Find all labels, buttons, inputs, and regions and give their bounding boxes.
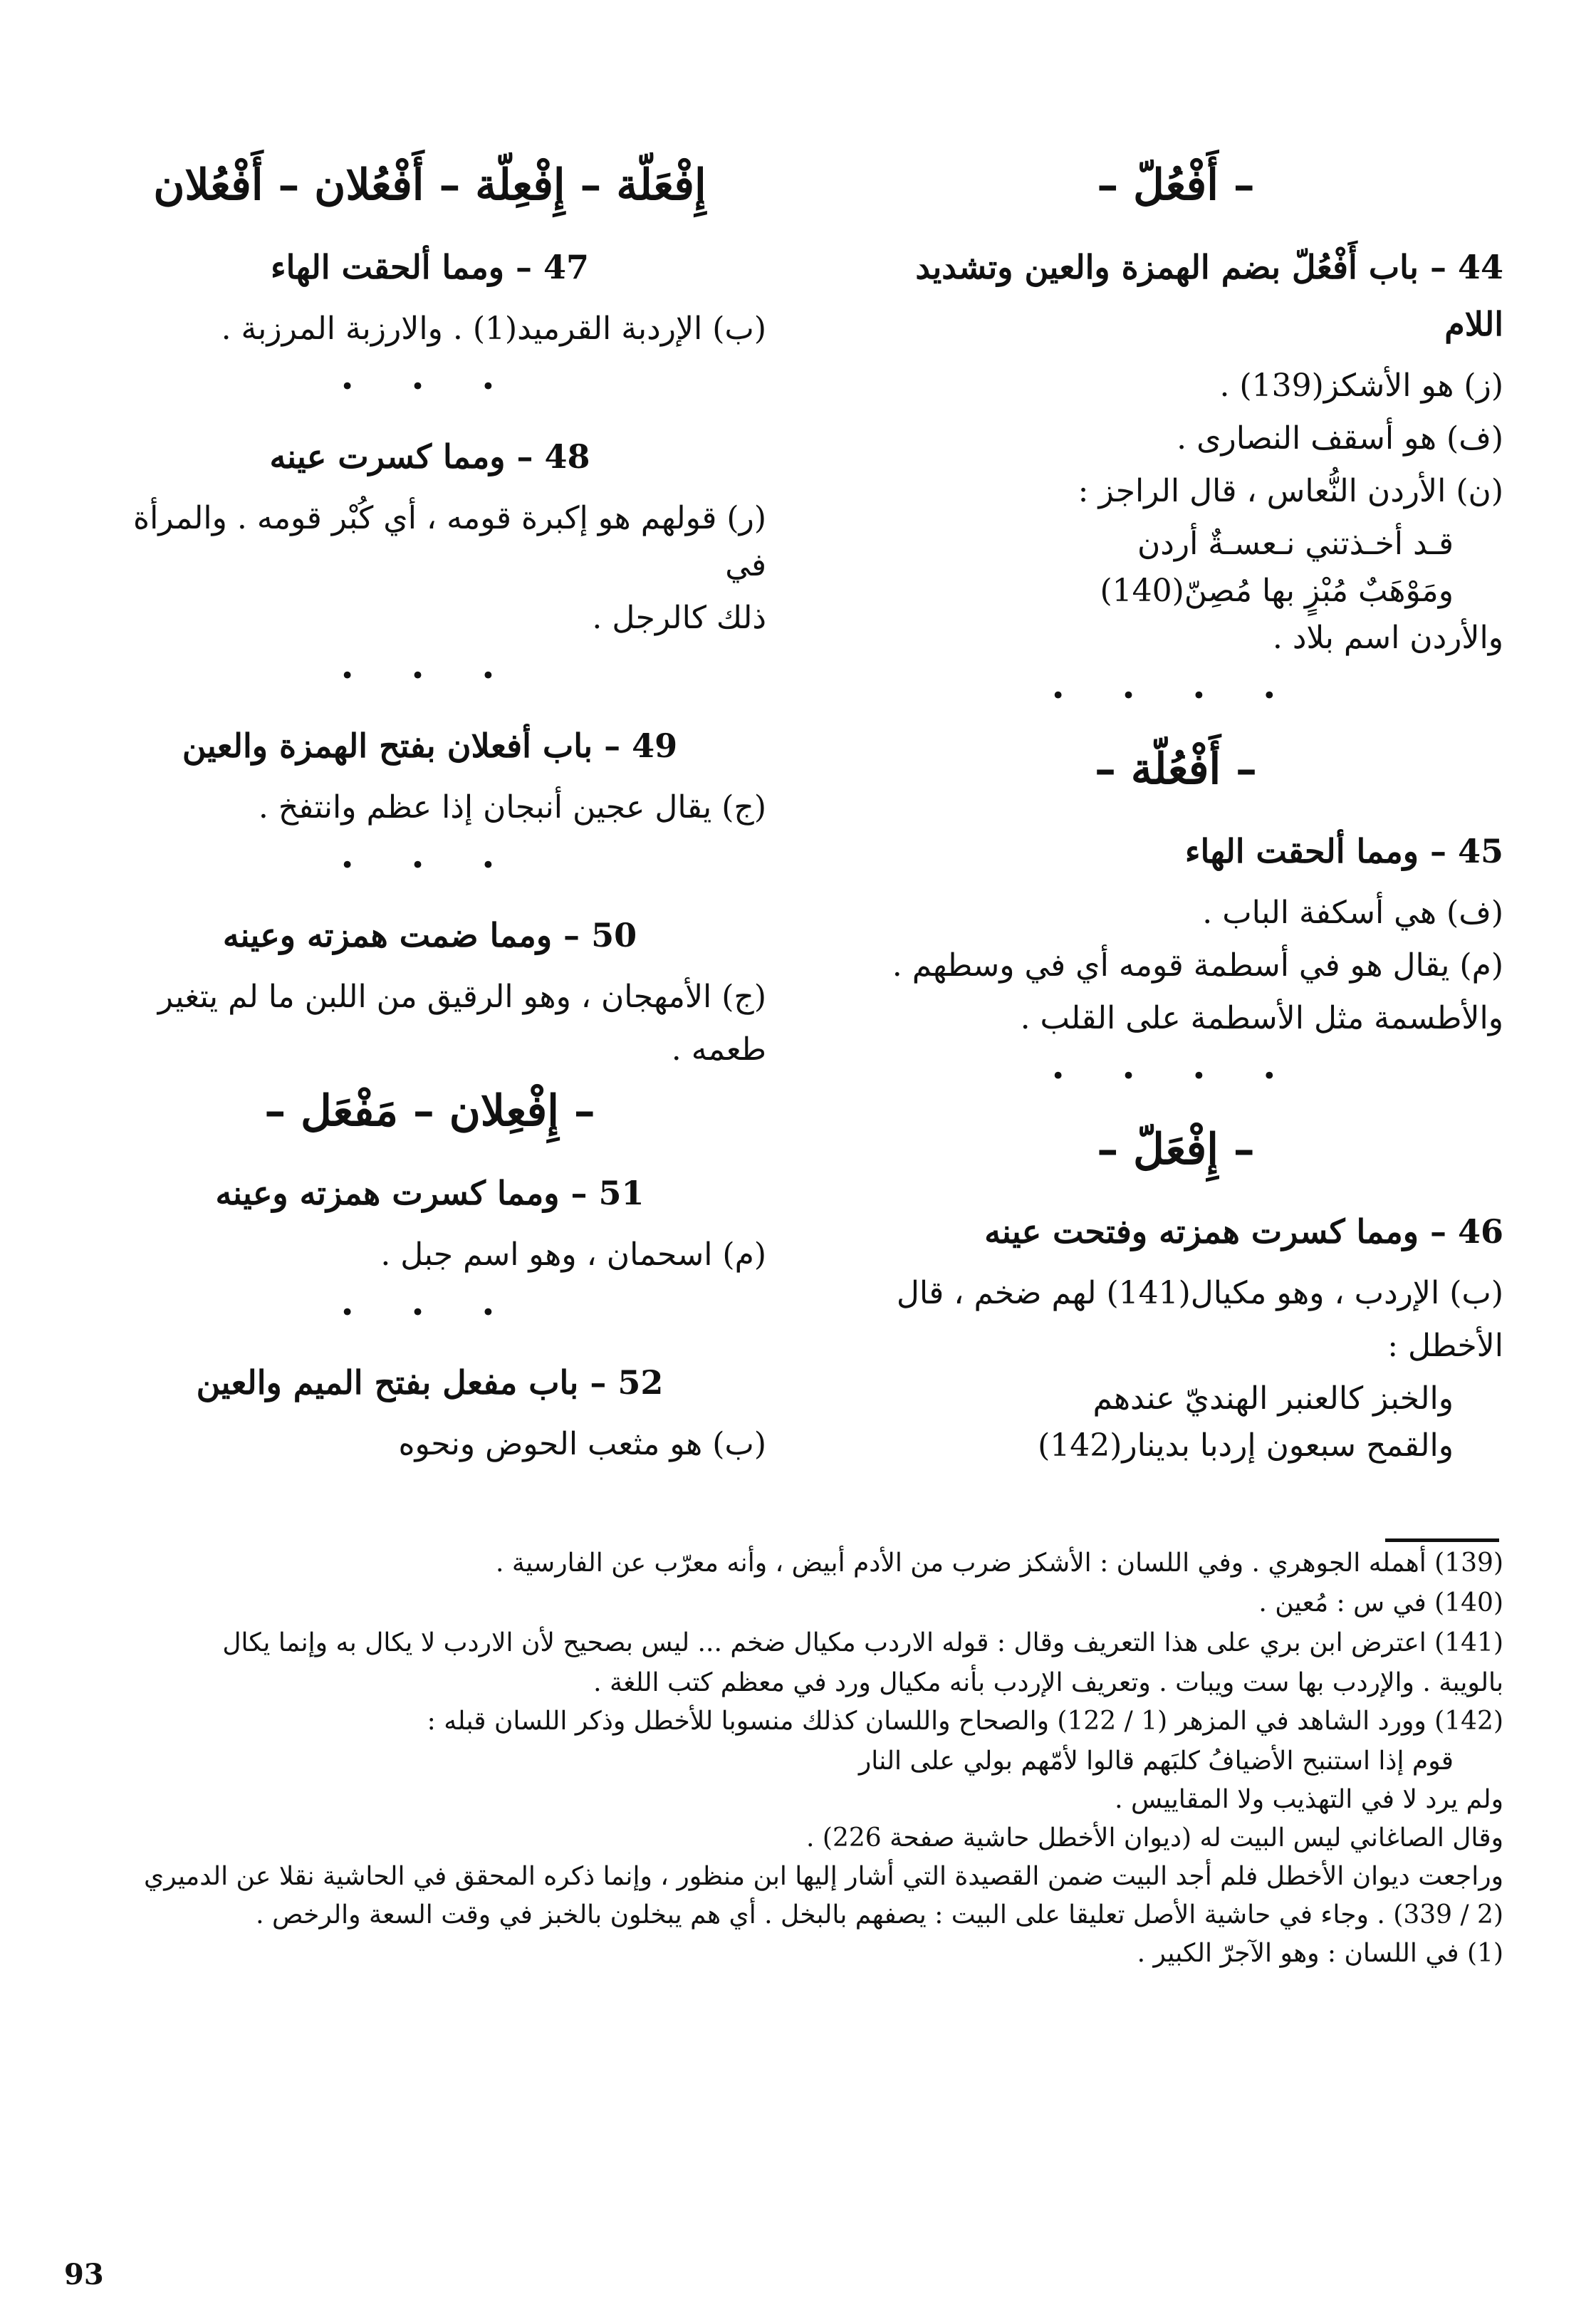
page-number: 93 <box>64 2258 104 2291</box>
entry-line: (ن) الأردن النُّعاس ، قال الراجز : <box>1078 473 1503 509</box>
entry-line: (ب) الإردبة القرميد(1) . والارزبة المرزبة . <box>221 311 766 347</box>
entry-heading: 50 – ومما ضمت همزته وعينه <box>222 916 637 954</box>
separator-stars: • • • <box>340 373 520 401</box>
footnote-verse: قوم إذا استنبح الأضيافُ كلبَهم قالوا لأمّهم بولي على النار <box>858 1746 1454 1776</box>
entry-line: طعمه . <box>671 1031 766 1068</box>
section-heading: – إِفْعَلّ – <box>1097 1125 1255 1175</box>
footnote: (140) في س : مُعين . <box>1258 1588 1503 1618</box>
section-heading: – إِفْعِلان – مَفْعَل – <box>264 1086 595 1136</box>
entry-heading: 46 – ومما كسرت همزته وفتحت عينه <box>984 1212 1503 1251</box>
separator-stars: • • • • <box>1050 682 1301 710</box>
entry-line: (ج) يقال عجين أنبجان إذا عظم وانتفخ . <box>258 789 766 826</box>
entry-heading: 51 – ومما كسرت همزته وعينه <box>215 1174 645 1212</box>
entry-heading: 45 – ومما ألحقت الهاء <box>1184 832 1503 870</box>
entry-line: (ز) هو الأشكز(139) . <box>1219 368 1503 404</box>
entry-heading: 44 – باب أَفْعُلّ بضم الهمزة والعين وتشديد اللام <box>915 248 1503 343</box>
entry-heading: 47 – ومما ألحقت الهاء <box>270 248 590 286</box>
entry-line: الأخطل : <box>1387 1328 1503 1364</box>
verse-line: ومَوْهَبٌ مُبْزٍ بها مُصِنّ(140) <box>1100 573 1454 609</box>
footnote-continuation: ولم يرد لا في التهذيب ولا المقاييس . <box>1115 1785 1503 1814</box>
separator-stars: • • • <box>340 1298 520 1327</box>
footnote-rule <box>1385 1538 1499 1542</box>
footnote: (139) أهمله الجوهري . وفي اللسان : الأشكز ضرب من الأدم أبيض ، وأنه معرّب عن الفارسية . <box>496 1548 1503 1578</box>
right-column <box>848 153 1503 1469</box>
section-heading: – أَفْعُلّ – <box>1097 160 1255 210</box>
section-heading: – أَفْعُلّة – <box>1094 744 1258 794</box>
entry-line: (ف) هو أسقف النصارى . <box>1177 420 1503 457</box>
footnote-continuation: (2 / 339) . وجاء في حاشية الأصل تعليقا على البيت : يصفهم بالبخل . أي هم يبخلون بالخبز في وقت السعة والرخص . <box>256 1900 1503 1930</box>
verse-line: والخبز كالعنبر الهنديّ عندهم <box>1092 1380 1454 1417</box>
entry-heading: 49 – باب أفعلان بفتح الهمزة والعين <box>182 727 678 765</box>
entry-line: (ب) الإردب ، وهو مكيال(141) لهم ضخم ، قال <box>896 1275 1503 1311</box>
entry-line: والأردن اسم بلاد . <box>1272 620 1503 656</box>
entry-line: (ب) هو مثعب الحوض ونحوه <box>398 1426 766 1462</box>
separator-stars: • • • <box>340 851 520 880</box>
entry-heading: 48 – ومما كسرت عينه <box>269 437 590 476</box>
footnote-continuation: وراجعت ديوان الأخطل فلم أجد البيت ضمن القصيدة التي أشار إليها ابن منظور ، وإنما ذكره المحقق في الحاشية نقلا عن الدميري <box>144 1862 1503 1891</box>
section-heading: إِفْعَلّة – إِفْعِلّة – أَفْعُلان – أَفْعُلان <box>153 160 706 210</box>
separator-stars: • • • <box>340 662 520 690</box>
footnote: (141) اعترض ابن بري على هذا التعريف وقال : قوله الاردب مكيال ضخم ... ليس بصحيح لأن الاردب لا يكال به وإنما يكال <box>222 1628 1503 1657</box>
entry-line: ذلك كالرجل . <box>592 600 766 636</box>
entry-line: (م) يقال هو في أسطمة قومه أي في وسطهم . <box>892 947 1503 984</box>
footnote: (142) وورد الشاهد في المزهر (1 / 122) والصحاح واللسان كذلك منسوبا للأخطل وذكر اللسان قبله : <box>427 1707 1503 1736</box>
entry-line: (ف) هي أسكفة الباب . <box>1202 895 1503 931</box>
separator-stars: • • • • <box>1050 1062 1301 1090</box>
entry-line: (م) اسحمان ، وهو اسم جبل . <box>380 1236 766 1273</box>
footnotes <box>93 1546 1503 1976</box>
entry-line: (ج) الأمهجان ، وهو الرقيق من اللبن ما لم يتغير <box>157 979 766 1015</box>
footnote-continuation: وقال الصاغاني ليس البيت له (ديوان الأخطل حاشية صفحة 226) . <box>806 1823 1503 1853</box>
entry-line: والأطسمة مثل الأسطمة على القلب . <box>1020 1000 1503 1036</box>
footnote-continuation: بالويبة . والإردب بها ست ويبات . وتعريف الإردب بأنه مكيال ورد في معظم كتب اللغة . <box>593 1668 1503 1697</box>
entry-heading: 52 – باب مفعل بفتح الميم والعين <box>196 1363 664 1402</box>
footnote: (1) في اللسان : وهو الآجرّ الكبير . <box>1137 1939 1503 1968</box>
verse-line: والقمح سبعون إردبا بدينار(142) <box>1038 1427 1454 1464</box>
verse-line: قـد أخـذتني نـعسـةٌ أردن <box>1137 526 1454 562</box>
left-column <box>93 153 766 1474</box>
entry-line: (ر) قولهم هو إكبرة قومه ، أي كُبْر قومه . والمرأة في <box>133 500 766 583</box>
